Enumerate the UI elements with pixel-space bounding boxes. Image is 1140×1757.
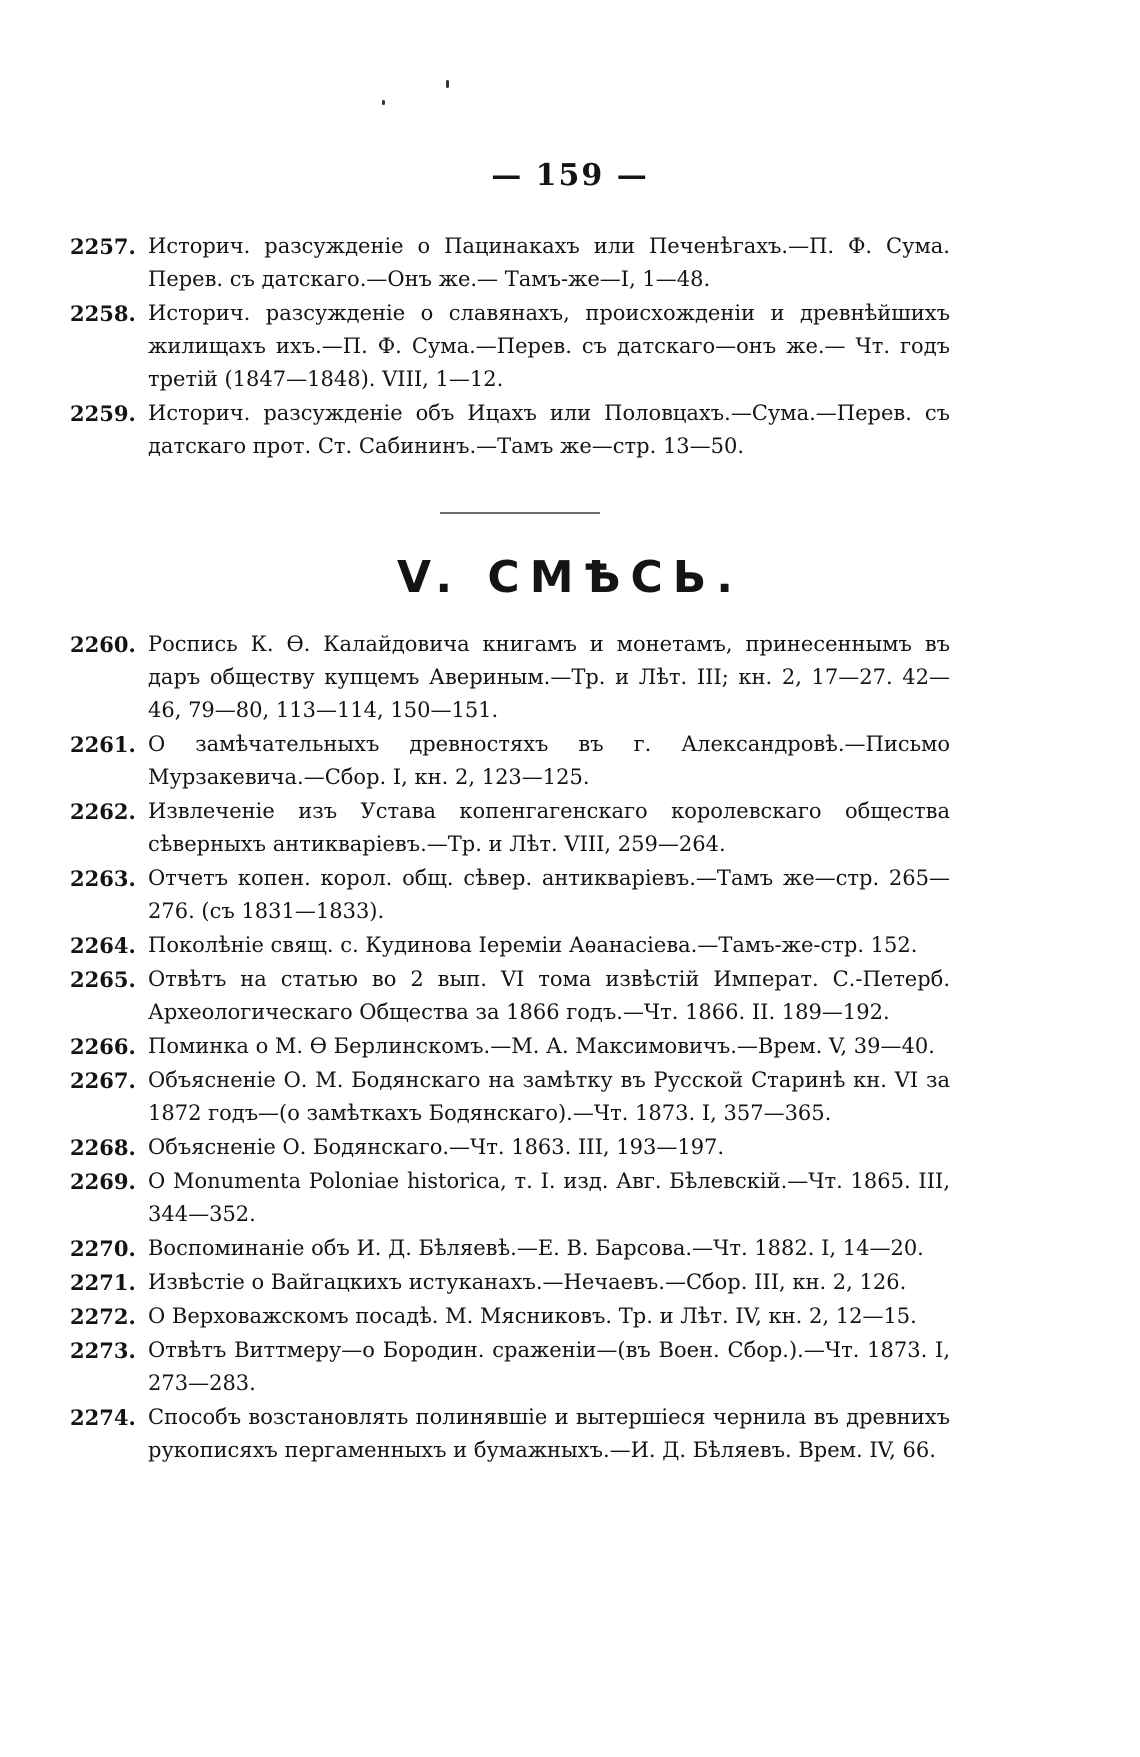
entry-text: Отвѣтъ Виттмеру—о Бородин. сраженіи—(въ Воен. Сбор.).—Чт. 1873. I, 273—283. (148, 1338, 950, 1395)
entry-text: Воспоминаніе объ И. Д. Бѣляевѣ.—Е. В. Барсова.—Чт. 1882. I, 14—20. (148, 1236, 924, 1260)
bibliography-entry (70, 1131, 950, 1164)
entry-text: Объясненіе О. М. Бодянскаго на замѣтку въ Русской Старинѣ кн. VI за 1872 годъ—(о замѣткахъ Бодянскаго).—Чт. 1873. I, 357—365. (148, 1068, 950, 1125)
entry-number: 2257. (70, 234, 136, 259)
entry-number: 2265. (70, 967, 136, 992)
section-heading: V. СМѢСЬ. (396, 552, 743, 603)
bibliography-entry (70, 1165, 950, 1231)
entry-text: Роспись К. Ѳ. Калайдовича книгамъ и монетамъ, принесеннымъ въ даръ обществу купцемъ Авериным.—Тр. и Лѣт. III; кн. 2, 17—27. 42—46, 79—80, 113—114, 150—151. (148, 632, 950, 722)
bibliography-entry (70, 1334, 950, 1400)
entries-list-top (70, 230, 950, 464)
entry-number: 2258. (70, 301, 136, 326)
entry-text: Поминка о М. Ѳ Берлинскомъ.—М. А. Максимовичъ.—Врем. V, 39—40. (148, 1034, 935, 1058)
bibliography-entry (70, 795, 950, 861)
entry-text: Отчетъ копен. корол. общ. сѣвер. антикваріевъ.—Тамъ же—стр. 265—276. (съ 1831—1833). (148, 866, 950, 923)
bibliography-entry (70, 1300, 950, 1333)
entry-number: 2264. (70, 933, 136, 958)
bibliography-entry (70, 728, 950, 794)
entry-number: 2259. (70, 401, 136, 426)
entry-number: 2266. (70, 1034, 136, 1059)
entry-text: Способъ возстановлять полинявшіе и вытершіеся чернила въ древнихъ рукописяхъ пергаменныхъ и бумажныхъ.—И. Д. Бѣляевъ. Врем. IV, 66. (148, 1405, 950, 1462)
bibliography-entry (70, 1266, 950, 1299)
entry-text: Поколѣніе свящ. с. Кудинова Іереміи Аѳанасіева.—Тамъ-же-стр. 152. (148, 933, 918, 957)
entry-text: Извѣстіе о Вайгацкихъ истуканахъ.—Нечаевъ.—Сбор. III, кн. 2, 126. (148, 1270, 907, 1294)
bibliography-entry (70, 1232, 950, 1265)
bibliography-entry (70, 397, 950, 463)
entry-text: Отвѣтъ на статью во 2 вып. VI тома извѣстій Императ. С.-Петерб. Археологическаго Общества за 1866 годъ.—Чт. 1866. II. 189—192. (148, 967, 950, 1024)
section-divider (440, 512, 600, 514)
entry-text: Историч. разсужденіе о славянахъ, происхожденіи и древнѣйшихъ жилищахъ ихъ.—П. Ф. Сума.—Перев. съ датскаго—онъ же.— Чт. годъ третій (1847—1848). VIII, 1—12. (148, 301, 950, 391)
entry-text: Историч. разсужденіе о Пацинакахъ или Печенѣгахъ.—П. Ф. Сума. Перев. съ датскаго.—Онъ же.— Тамъ-же—I, 1—48. (148, 234, 950, 291)
bibliography-entry (70, 963, 950, 1029)
bibliography-entry (70, 929, 950, 962)
ink-speck (382, 100, 385, 105)
bibliography-entry (70, 297, 950, 396)
entry-text: О Monumenta Poloniae historica, т. I. изд. Авг. Бѣлевскій.—Чт. 1865. III, 344—352. (148, 1169, 950, 1226)
entry-number: 2260. (70, 632, 136, 657)
entry-number: 2273. (70, 1338, 136, 1363)
ink-speck (446, 80, 449, 88)
entry-number: 2267. (70, 1068, 136, 1093)
entry-number: 2274. (70, 1405, 136, 1430)
entry-number: 2263. (70, 866, 136, 891)
bibliography-entry (70, 1401, 950, 1467)
entry-text: О замѣчательныхъ древностяхъ въ г. Александровѣ.—Письмо Мурзакевича.—Сбор. I, кн. 2, 123—125. (148, 732, 950, 789)
bibliography-entry (70, 1030, 950, 1063)
entry-text: Извлеченіе изъ Устава копенгагенскаго королевскаго общества сѣверныхъ антикваріевъ.—Тр. и Лѣт. VIII, 259—264. (148, 799, 950, 856)
entry-number: 2272. (70, 1304, 136, 1329)
entry-number: 2270. (70, 1236, 136, 1261)
bibliography-entry (70, 628, 950, 727)
entry-text: Историч. разсужденіе объ Ицахъ или Половцахъ.—Сума.—Перев. съ датскаго прот. Ст. Сабининъ.—Тамъ же—стр. 13—50. (148, 401, 950, 458)
entry-text: Объясненіе О. Бодянскаго.—Чт. 1863. III, 193—197. (148, 1135, 725, 1159)
entry-number: 2269. (70, 1169, 136, 1194)
entries-list-bottom (70, 628, 950, 1468)
entry-number: 2271. (70, 1270, 136, 1295)
bibliography-entry (70, 1064, 950, 1130)
page-number: — 159 — (491, 158, 649, 193)
entry-number: 2268. (70, 1135, 136, 1160)
entry-text: О Верховажскомъ посадѣ. М. Мясниковъ. Тр. и Лѣт. IV, кн. 2, 12—15. (148, 1304, 917, 1328)
entry-number: 2262. (70, 799, 136, 824)
bibliography-entry (70, 862, 950, 928)
bibliography-entry (70, 230, 950, 296)
entry-number: 2261. (70, 732, 136, 757)
